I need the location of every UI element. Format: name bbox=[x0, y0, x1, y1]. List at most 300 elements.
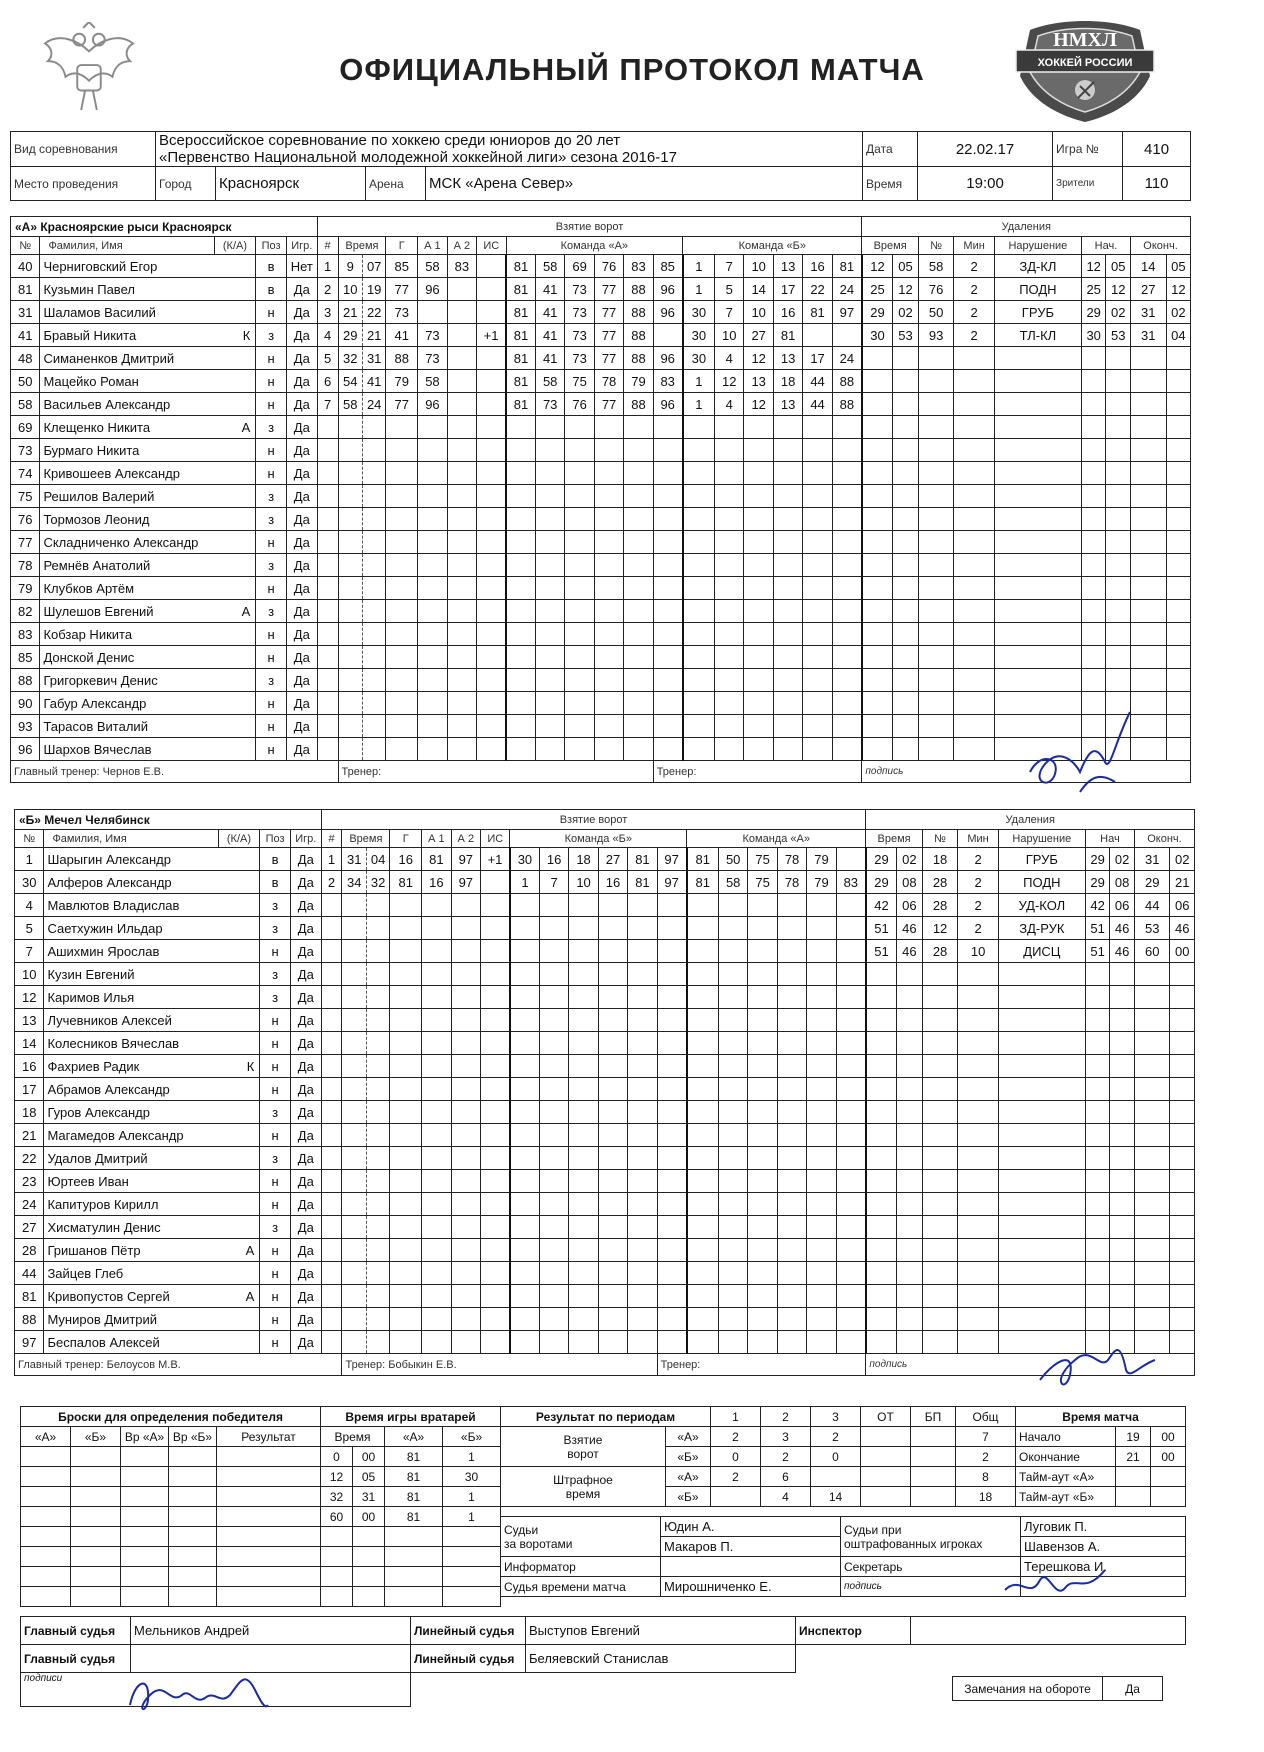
timekeeper-value: Мирошниченко Е. bbox=[661, 1577, 841, 1597]
goal-own-player bbox=[535, 738, 564, 761]
penalty-start-min: 29 bbox=[1081, 301, 1106, 324]
goal-opp-player bbox=[687, 1124, 719, 1147]
goal-own-player bbox=[565, 600, 594, 623]
penalty-start-sec bbox=[1106, 393, 1131, 416]
goal-empty bbox=[390, 940, 422, 963]
penalty-sec bbox=[893, 669, 919, 692]
goals-b-so bbox=[911, 1447, 956, 1467]
penalty-min bbox=[862, 577, 893, 600]
player-row bbox=[11, 255, 1191, 278]
goal-opp-player bbox=[773, 462, 802, 485]
goal-empty bbox=[481, 917, 510, 940]
goal-judge-1: Юдин А. bbox=[661, 1517, 841, 1537]
goal-opp-player bbox=[773, 416, 802, 439]
goal-opp-player bbox=[836, 1078, 866, 1101]
penalty-sec bbox=[893, 577, 919, 600]
player-played: Да bbox=[286, 485, 317, 508]
goal-no bbox=[321, 1216, 342, 1239]
player-row bbox=[15, 940, 1195, 963]
penalty-end-sec: 02 bbox=[1170, 848, 1195, 871]
goal-empty bbox=[390, 1239, 422, 1262]
goal-own-player: 77 bbox=[594, 393, 623, 416]
goal-own-player bbox=[657, 1216, 686, 1239]
penalty-min bbox=[866, 1285, 897, 1308]
goal-opp-player: 30 bbox=[683, 324, 715, 347]
col-pen-num: № bbox=[918, 237, 954, 255]
penalty-end-min bbox=[1130, 393, 1166, 416]
penalty-minutes bbox=[954, 347, 994, 370]
player-number: 96 bbox=[11, 738, 40, 761]
goal-own-player bbox=[539, 1170, 568, 1193]
goal-empty bbox=[481, 1124, 510, 1147]
timeout-a-label: Тайм-аут «А» bbox=[1016, 1467, 1116, 1487]
goal-opp-player bbox=[773, 600, 802, 623]
shootout-col-gb: Вр «Б» bbox=[169, 1427, 217, 1447]
goal-own-player: 69 bbox=[565, 255, 594, 278]
player-name-cell bbox=[40, 485, 256, 508]
goal-min bbox=[342, 894, 367, 917]
goal-own-player bbox=[510, 986, 539, 1009]
goal-own-player: 81 bbox=[628, 848, 657, 871]
player-name-cell bbox=[44, 1331, 260, 1354]
penalty-start-sec bbox=[1110, 1262, 1135, 1285]
penalty-violation bbox=[998, 1285, 1085, 1308]
player-name: Саетхужин Ильдар bbox=[47, 920, 163, 936]
player-number: 22 bbox=[15, 1147, 44, 1170]
period-col-ot: ОТ bbox=[861, 1407, 911, 1427]
goal-empty bbox=[481, 1055, 510, 1078]
penalty-sec: 05 bbox=[893, 255, 919, 278]
goal-empty bbox=[481, 1308, 510, 1331]
goal-opp-player bbox=[715, 508, 744, 531]
goal-empty bbox=[451, 1216, 480, 1239]
player-row bbox=[11, 646, 1191, 669]
goal-opp-player bbox=[773, 577, 802, 600]
goal-opp-player bbox=[777, 1193, 806, 1216]
goal-sec bbox=[366, 1055, 389, 1078]
penalty-min bbox=[866, 1193, 897, 1216]
match-start-label: Начало bbox=[1016, 1427, 1116, 1447]
player-name-cell bbox=[40, 462, 256, 485]
penalty-start-min: 30 bbox=[1081, 324, 1106, 347]
player-name: Васильев Александр bbox=[43, 396, 171, 412]
goalie-time-sec: 00 bbox=[353, 1507, 385, 1527]
goal-no bbox=[321, 963, 342, 986]
goal-own-player bbox=[565, 669, 594, 692]
goal-empty bbox=[418, 485, 447, 508]
goal-sec bbox=[363, 439, 386, 462]
penalty-min bbox=[862, 715, 893, 738]
penalty-minutes bbox=[958, 1078, 998, 1101]
goal-min bbox=[342, 917, 367, 940]
penalty-minutes bbox=[954, 577, 994, 600]
goal-own-player bbox=[510, 1239, 539, 1262]
goal-opp-player: 78 bbox=[777, 848, 806, 871]
penalty-end-min: 44 bbox=[1134, 894, 1170, 917]
penalty-start-min bbox=[1085, 1285, 1110, 1308]
goal-own-player bbox=[510, 1170, 539, 1193]
penalty-start-min bbox=[1085, 1055, 1110, 1078]
player-played: Да bbox=[290, 1009, 321, 1032]
col-a1: А 1 bbox=[418, 237, 447, 255]
goal-opp-player bbox=[803, 416, 832, 439]
goal-own-player bbox=[510, 1055, 539, 1078]
penalty-sec: 46 bbox=[897, 940, 923, 963]
player-number: 90 bbox=[11, 692, 40, 715]
player-number: 16 bbox=[15, 1055, 44, 1078]
penalty-start-min bbox=[1085, 986, 1110, 1009]
goal-min bbox=[342, 1009, 367, 1032]
time-label: Время bbox=[863, 167, 918, 201]
goal-assist-1: 73 bbox=[418, 347, 447, 370]
goal-empty bbox=[477, 462, 506, 485]
goal-min bbox=[342, 1216, 367, 1239]
goal-empty bbox=[451, 1193, 480, 1216]
penalty-min bbox=[862, 347, 893, 370]
player-name: Капитуров Кирилл bbox=[47, 1196, 159, 1212]
goal-opp-player bbox=[687, 917, 719, 940]
penalty-player: 28 bbox=[922, 871, 958, 894]
goal-opp-player: 79 bbox=[807, 848, 836, 871]
timekeeper-label: Судья времени матча bbox=[501, 1577, 661, 1597]
penalty-start-sec: 12 bbox=[1106, 278, 1131, 301]
penalty-player: 58 bbox=[918, 255, 954, 278]
penalty-violation: ДИСЦ bbox=[998, 940, 1085, 963]
goal-empty bbox=[422, 963, 451, 986]
player-name-cell bbox=[40, 439, 256, 462]
goal-opp-player: 75 bbox=[748, 871, 777, 894]
goal-opp-player bbox=[803, 485, 832, 508]
penalty-start-min bbox=[1081, 669, 1106, 692]
penalty-min: 42 bbox=[866, 894, 897, 917]
goal-own-player bbox=[569, 1032, 598, 1055]
officials-sign-label: подпись bbox=[841, 1577, 1021, 1597]
penalty-min: 51 bbox=[866, 917, 897, 940]
goal-empty bbox=[451, 940, 480, 963]
goal-own-player bbox=[594, 600, 623, 623]
goal-own-player bbox=[539, 1216, 568, 1239]
penalty-judges-label: Судьи при оштрафованных игроках bbox=[841, 1517, 1021, 1557]
goal-opp-player bbox=[744, 462, 773, 485]
goal-own-player: 88 bbox=[624, 347, 653, 370]
penalty-start-min bbox=[1085, 1101, 1110, 1124]
player-name: Клещенко Никита bbox=[43, 419, 151, 435]
goal-scorer: 77 bbox=[386, 393, 418, 416]
player-number: 85 bbox=[11, 646, 40, 669]
goal-own-player bbox=[539, 1124, 568, 1147]
goal-empty bbox=[390, 1308, 422, 1331]
goal-opp-player bbox=[715, 462, 744, 485]
goal-assist-2 bbox=[447, 393, 476, 416]
goal-min: 10 bbox=[338, 278, 363, 301]
goal-own-player bbox=[565, 531, 594, 554]
player-name: Кузьмин Павел bbox=[43, 281, 135, 297]
goal-min bbox=[342, 1078, 367, 1101]
goal-own-player bbox=[653, 416, 682, 439]
goal-empty bbox=[422, 894, 451, 917]
goal-own-player bbox=[539, 1032, 568, 1055]
penalty-min bbox=[862, 692, 893, 715]
goal-opp-player bbox=[718, 963, 747, 986]
player-captain-mark: К bbox=[242, 327, 251, 343]
penalty-end-sec bbox=[1166, 462, 1191, 485]
goal-empty bbox=[447, 439, 476, 462]
goal-opp-player bbox=[744, 738, 773, 761]
player-number: 30 bbox=[15, 871, 44, 894]
player-row bbox=[15, 871, 1195, 894]
penalty-violation bbox=[998, 1193, 1085, 1216]
pim-a-p1: 2 bbox=[711, 1467, 761, 1487]
player-number: 88 bbox=[11, 669, 40, 692]
goal-own-player: 81 bbox=[506, 255, 535, 278]
goal-no bbox=[317, 531, 338, 554]
player-row bbox=[15, 1308, 1195, 1331]
penalty-end-min bbox=[1134, 1147, 1170, 1170]
col-is: ИС bbox=[481, 830, 510, 848]
goal-empty bbox=[477, 577, 506, 600]
player-position: в bbox=[260, 848, 291, 871]
penalty-end-sec bbox=[1166, 416, 1191, 439]
penalty-player bbox=[918, 738, 954, 761]
goal-opp-player bbox=[744, 508, 773, 531]
goal-empty bbox=[481, 1009, 510, 1032]
goal-opp-player bbox=[718, 1308, 747, 1331]
player-name-cell bbox=[44, 1193, 260, 1216]
penalty-violation: ЗД-РУК bbox=[998, 917, 1085, 940]
col-own-team: Команда «Б» bbox=[510, 830, 687, 848]
goal-no bbox=[321, 917, 342, 940]
goal-empty bbox=[481, 1170, 510, 1193]
goal-empty bbox=[386, 738, 418, 761]
penalty-player bbox=[922, 1216, 958, 1239]
goal-empty bbox=[451, 1124, 480, 1147]
player-played: Да bbox=[290, 1101, 321, 1124]
goal-own-player bbox=[653, 324, 682, 347]
goal-no bbox=[317, 600, 338, 623]
goal-own-player bbox=[569, 1170, 598, 1193]
penalty-violation: ПОДН bbox=[998, 871, 1085, 894]
goal-sec bbox=[363, 715, 386, 738]
penalty-minutes bbox=[958, 1101, 998, 1124]
goal-sec bbox=[363, 508, 386, 531]
goal-min: 54 bbox=[338, 370, 363, 393]
goal-own-player bbox=[565, 439, 594, 462]
player-row bbox=[11, 485, 1191, 508]
goal-empty bbox=[447, 623, 476, 646]
penalty-end-min bbox=[1134, 1032, 1170, 1055]
penalty-start-min bbox=[1085, 1170, 1110, 1193]
goal-sec bbox=[366, 1331, 389, 1354]
goal-own-player: 96 bbox=[653, 393, 682, 416]
penalty-player: 50 bbox=[918, 301, 954, 324]
goal-opp-player bbox=[744, 669, 773, 692]
player-name-cell bbox=[44, 871, 260, 894]
player-played: Да bbox=[286, 278, 317, 301]
player-name: Складниченко Александр bbox=[43, 534, 199, 550]
penalty-start-min bbox=[1081, 623, 1106, 646]
player-row bbox=[15, 1285, 1195, 1308]
team-b-team-title: «Б» Мечел Челябинск bbox=[15, 810, 322, 830]
main-referee-signature bbox=[120, 1660, 270, 1720]
penalty-end-sec bbox=[1170, 1239, 1195, 1262]
goal-empty bbox=[422, 1101, 451, 1124]
goal-opp-player bbox=[773, 715, 802, 738]
player-row bbox=[15, 1032, 1195, 1055]
penalty-start-min bbox=[1081, 577, 1106, 600]
player-row bbox=[11, 462, 1191, 485]
goal-own-player bbox=[569, 1262, 598, 1285]
player-number: 13 bbox=[15, 1009, 44, 1032]
goal-empty bbox=[390, 1055, 422, 1078]
goal-empty bbox=[390, 963, 422, 986]
player-row bbox=[15, 917, 1195, 940]
goal-sec bbox=[363, 531, 386, 554]
goal-opp-player: 14 bbox=[744, 278, 773, 301]
penalty-sec: 06 bbox=[897, 894, 923, 917]
player-row bbox=[11, 623, 1191, 646]
goal-opp-player bbox=[832, 646, 862, 669]
penalty-start-sec: 06 bbox=[1110, 894, 1135, 917]
line-referee-2: Беляевский Станислав bbox=[526, 1645, 796, 1673]
col-num: № bbox=[11, 237, 40, 255]
goal-own-player bbox=[624, 646, 653, 669]
goal-opp-player bbox=[748, 1032, 777, 1055]
goal-opp-player bbox=[683, 600, 715, 623]
player-number: 50 bbox=[11, 370, 40, 393]
penalty-end-min bbox=[1134, 1009, 1170, 1032]
coach-1: Тренер: Бобыкин Е.В. bbox=[342, 1354, 657, 1376]
goal-empty bbox=[418, 646, 447, 669]
goal-own-player bbox=[565, 416, 594, 439]
goal-own-player bbox=[653, 669, 682, 692]
goal-empty bbox=[418, 416, 447, 439]
goal-own-player bbox=[506, 554, 535, 577]
goal-own-player bbox=[594, 554, 623, 577]
goal-opp-player bbox=[836, 1285, 866, 1308]
goals-a-ot bbox=[861, 1427, 911, 1447]
goal-sec bbox=[363, 692, 386, 715]
goal-own-player bbox=[653, 623, 682, 646]
penalty-start-min: 51 bbox=[1085, 917, 1110, 940]
goal-own-player bbox=[628, 1193, 657, 1216]
goal-own-player: 76 bbox=[565, 393, 594, 416]
goal-own-player bbox=[624, 508, 653, 531]
goal-opp-player: 24 bbox=[832, 278, 862, 301]
penalty-end-min bbox=[1130, 508, 1166, 531]
goal-min bbox=[342, 1308, 367, 1331]
goal-own-player: 41 bbox=[535, 278, 564, 301]
penalty-end-sec: 02 bbox=[1166, 301, 1191, 324]
player-row bbox=[15, 1124, 1195, 1147]
goals-a-p3: 2 bbox=[811, 1427, 861, 1447]
penalty-end-sec bbox=[1166, 554, 1191, 577]
goal-opp-player bbox=[687, 1308, 719, 1331]
goal-assist-1: 58 bbox=[418, 255, 447, 278]
goal-opp-player bbox=[715, 738, 744, 761]
goal-opp-player bbox=[773, 508, 802, 531]
goal-opp-player bbox=[773, 669, 802, 692]
player-name-cell bbox=[44, 1285, 260, 1308]
goal-own-player bbox=[653, 531, 682, 554]
goal-own-player bbox=[535, 577, 564, 600]
penalty-min bbox=[862, 462, 893, 485]
col-pos: Поз bbox=[256, 237, 287, 255]
goal-opp-player: 16 bbox=[773, 301, 802, 324]
goal-own-player bbox=[653, 646, 682, 669]
goal-empty bbox=[422, 986, 451, 1009]
player-played: Да bbox=[286, 600, 317, 623]
player-number: 7 bbox=[15, 940, 44, 963]
player-played: Да bbox=[286, 554, 317, 577]
goal-opp-player: 13 bbox=[773, 255, 802, 278]
player-row bbox=[11, 692, 1191, 715]
goal-own-player bbox=[657, 1331, 686, 1354]
goal-scorer: 88 bbox=[386, 347, 418, 370]
penalty-sec: 02 bbox=[897, 848, 923, 871]
goal-sec bbox=[363, 416, 386, 439]
goal-opp-player: 30 bbox=[683, 347, 715, 370]
period-col-total: Общ bbox=[956, 1407, 1016, 1427]
remarks-table bbox=[952, 1676, 1163, 1701]
goal-opp-player: 88 bbox=[832, 370, 862, 393]
goal-empty bbox=[418, 623, 447, 646]
penalty-minutes bbox=[958, 1239, 998, 1262]
player-name-cell bbox=[40, 600, 256, 623]
penalty-end-sec bbox=[1170, 1170, 1195, 1193]
goal-opp-player: 81 bbox=[687, 871, 719, 894]
player-row bbox=[15, 1055, 1195, 1078]
penalty-sec bbox=[893, 416, 919, 439]
penalty-player bbox=[922, 986, 958, 1009]
goal-own-player bbox=[510, 1285, 539, 1308]
penalty-end-min bbox=[1134, 1055, 1170, 1078]
penalty-start-min bbox=[1081, 439, 1106, 462]
goal-min: 31 bbox=[342, 848, 367, 871]
col-end: Оконч. bbox=[1134, 830, 1194, 848]
goal-own-player bbox=[598, 1331, 627, 1354]
goal-opp-player bbox=[777, 986, 806, 1009]
goal-assist-2 bbox=[447, 278, 476, 301]
penalty-player bbox=[918, 347, 954, 370]
goal-own-player bbox=[506, 577, 535, 600]
team-a-header-row bbox=[11, 237, 1191, 255]
goal-opp-player bbox=[807, 986, 836, 1009]
goal-own-player bbox=[628, 917, 657, 940]
goal-empty bbox=[390, 1101, 422, 1124]
penalty-end-min bbox=[1134, 1216, 1170, 1239]
goal-own-player: 73 bbox=[565, 278, 594, 301]
player-name-cell bbox=[44, 1262, 260, 1285]
goal-opp-player bbox=[718, 1285, 747, 1308]
goal-scorer: 73 bbox=[386, 301, 418, 324]
penalty-violation: ТЛ-КЛ bbox=[994, 324, 1081, 347]
goal-empty bbox=[447, 600, 476, 623]
goal-opp-player bbox=[807, 894, 836, 917]
penalty-min bbox=[862, 370, 893, 393]
penalty-end-sec bbox=[1166, 669, 1191, 692]
goal-opp-player bbox=[718, 940, 747, 963]
goal-opp-player bbox=[748, 1285, 777, 1308]
goalie-a: 81 bbox=[385, 1447, 443, 1467]
goal-opp-player bbox=[803, 692, 832, 715]
goal-empty bbox=[422, 1285, 451, 1308]
player-number: 83 bbox=[11, 623, 40, 646]
col-pos: Поз bbox=[260, 830, 291, 848]
goal-opp-player bbox=[777, 1055, 806, 1078]
goal-opp-player bbox=[836, 1170, 866, 1193]
goal-no: 4 bbox=[317, 324, 338, 347]
goal-empty bbox=[451, 1170, 480, 1193]
